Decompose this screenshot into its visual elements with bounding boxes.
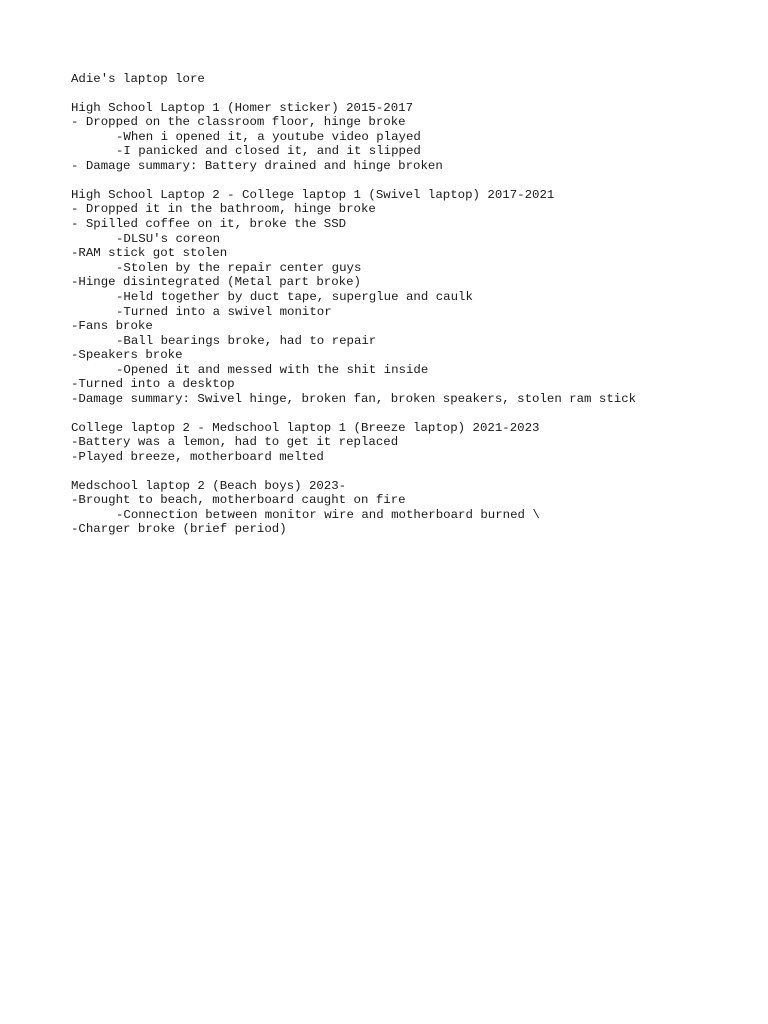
spacer (71, 174, 751, 188)
section-heading: High School Laptop 2 - College laptop 1 (Swivel laptop) 2017-2021 (71, 187, 555, 202)
document-title: Adie's laptop lore (71, 72, 205, 86)
damage-summary: - Damage summary: Battery drained and hinge broken (71, 159, 443, 174)
list-sub-item: -When i opened it, a youtube video played (116, 129, 421, 144)
list-item: -Battery was a lemon, had to get it replaced (71, 435, 399, 450)
list-sub-item: -Connection between monitor wire and motherboard burned \ (116, 507, 540, 522)
damage-summary: -Damage summary: Swivel hinge, broken fan, broken speakers, stolen ram stick (71, 392, 637, 407)
list-sub-item: -Ball bearings broke, had to repair (116, 333, 377, 348)
list-sub-item: -Opened it and messed with the shit inside (116, 362, 429, 377)
spacer (71, 407, 751, 421)
list-item: -Speakers broke (71, 348, 183, 363)
list-sub-item: -Held together by duct tape, superglue and caulk (116, 289, 473, 304)
list-sub-item: -Turned into a swivel monitor (116, 304, 332, 319)
list-item: -Brought to beach, motherboard caught on fire (71, 493, 406, 508)
spacer (71, 87, 751, 101)
list-item: -Played breeze, motherboard melted (71, 449, 324, 464)
list-item: -Hinge disintegrated (Metal part broke) (71, 275, 361, 290)
document-body (71, 72, 751, 537)
list-sub-item: -DLSU's coreon (116, 231, 221, 246)
list-item: -Fans broke (71, 319, 153, 334)
list-item: -Charger broke (brief period) (71, 522, 287, 537)
list-sub-item: -Stolen by the repair center guys (116, 260, 362, 275)
spacer (71, 465, 751, 479)
list-item: - Spilled coffee on it, broke the SSD (71, 216, 347, 231)
section-heading: College laptop 2 - Medschool laptop 1 (Breeze laptop) 2021-2023 (71, 420, 540, 435)
list-item: - Dropped on the classroom floor, hinge broke (71, 115, 406, 130)
list-item: -Turned into a desktop (71, 377, 235, 392)
section-heading: High School Laptop 1 (Homer sticker) 2015-2017 (71, 100, 414, 115)
list-sub-item: -I panicked and closed it, and it slipped (116, 144, 421, 159)
list-item: -RAM stick got stolen (71, 246, 228, 261)
section-heading: Medschool laptop 2 (Beach boys) 2023- (71, 478, 347, 493)
list-item: - Dropped it in the bathroom, hinge broke (71, 202, 376, 217)
